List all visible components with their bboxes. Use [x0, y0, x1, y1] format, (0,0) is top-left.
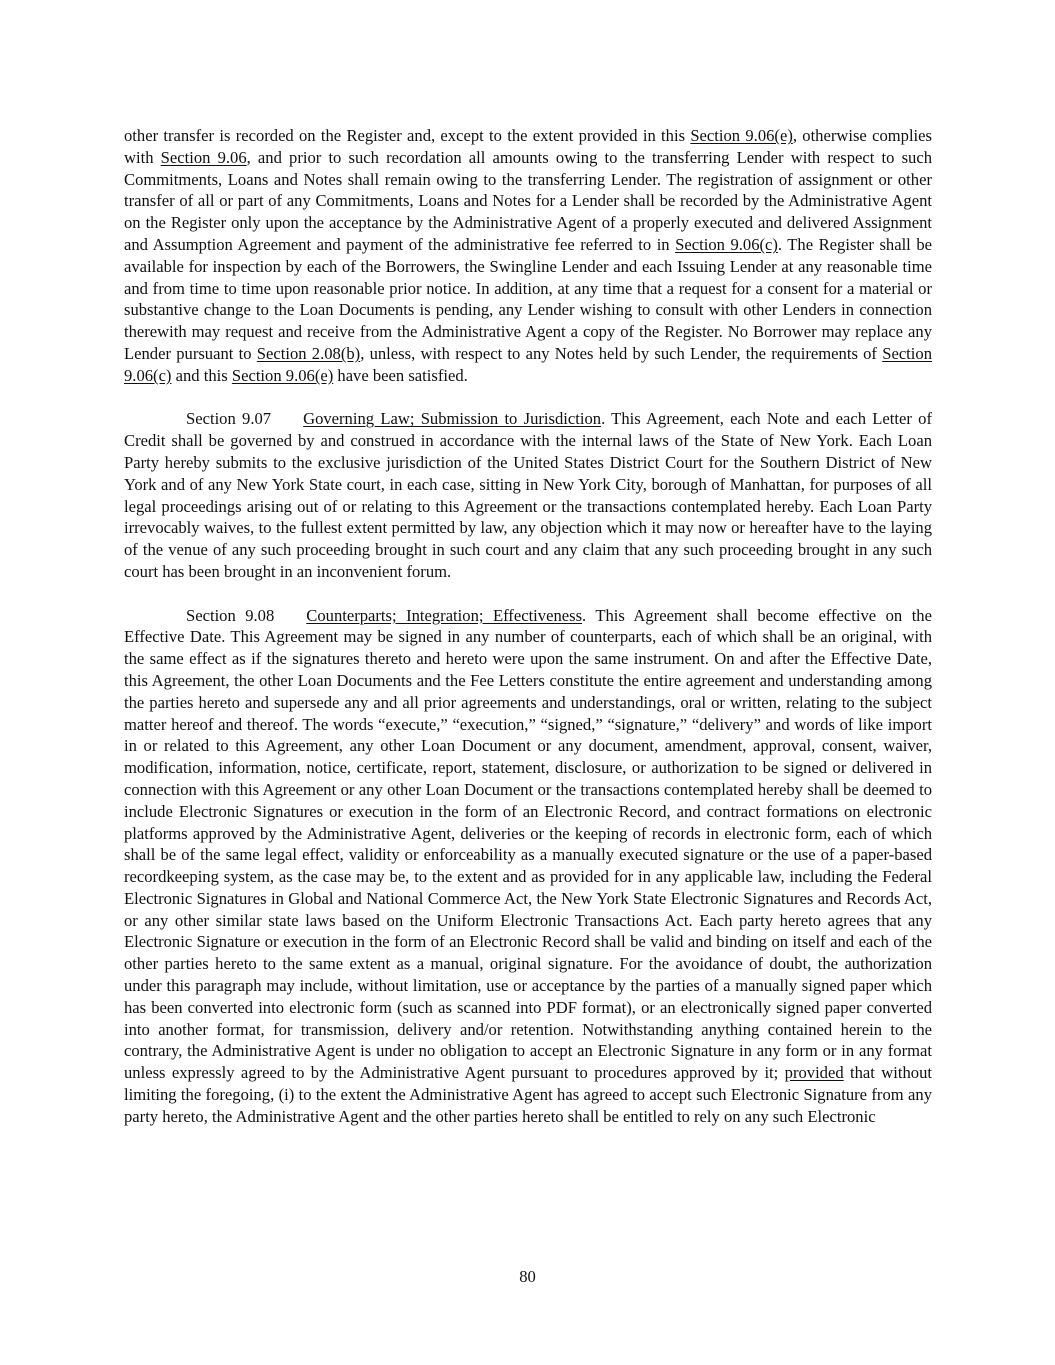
- section-9-07: [124, 408, 932, 582]
- text: , otherwise complies with: [124, 126, 932, 167]
- text: , unless, with respect to any Notes held by such Lender, the requirements of: [360, 343, 883, 363]
- text: . The Register shall be available for inspection by each of the Borrowers, the Swingline Lender and each Issuing Lender at any reasonable time and from time to time upon reasonable prior notice. In addition, at any time that a request for a consent for a material or substantive change to the Loan Documents is pending, any Lender wishing to consult with other Lenders in connection therewith may request and receive from the Administrative Agent a copy of the Register. No Borrower may replace any Lender pursuant to: [124, 234, 932, 363]
- cross-reference-link: Section 9.06(c): [124, 343, 932, 385]
- cross-reference-link: Section 9.06(e): [231, 365, 334, 385]
- section-9-08: [124, 605, 932, 1128]
- provided-term: provided: [784, 1063, 844, 1083]
- text: other transfer is recorded on the Register and, except to the extent provided in this: [124, 126, 691, 145]
- text: and this: [171, 365, 232, 385]
- page-number: 80: [519, 1267, 536, 1286]
- section-number: Section 9.07: [186, 409, 272, 429]
- section-body: . This Agreement shall become effective on the Effective Date. This Agreement may be signed in any number of counterparts, each of which shall be an original, with the same effect as if the signatures thereto and hereto were upon the same instrument. On and after the Effective Date, this Agreement, the other Loan Documents and the Fee Letters constitute the entire agreement and understanding among the parties hereto and supersede any and all prior agreements and understandings, oral or written, relating to the subject matter hereof and thereof. The words “execute,” “execution,” “signed,” “signature,” “delivery” and words of like import in or related to this Agreement, any other Loan Document or any document, amendment, approval, consent, waiver, modification, information, notice, certificate, report, statement, disclosure, or authorization to be signed or delivered in connection with this Agreement or any other Loan Document or the transactions contemplated hereby shall be deemed to include Electronic Signatures or execution in the form of an Electronic Record, and contract formations on electronic platforms approved by the Administrative Agent, deliveries or the keeping of records in electronic form, each of which shall be of the same legal effect, validity or enforceability as a manually executed signature or the use of a paper-based recordkeeping system, as the case may be, to the extent and as provided for in any applicable law, including the Federal Electronic Signatures in Global and National Commerce Act, the New York State Electronic Signatures and Records Act, or any other similar state laws based on the Uniform Electronic Transactions Act. Each party hereto agrees that any Electronic Signature or execution in the form of an Electronic Record shall be valid and binding on itself and each of the other parties hereto to the same extent as a manual, original signature. For the avoidance of doubt, the authorization under this paragraph may include, without limitation, use or acceptance by the parties of a manually signed paper which has been converted into electronic form (such as scanned into PDF format), or an electronically signed paper converted into another format, for transmission, delivery and/or retention. Notwithstanding anything contained herein to the contrary, the Administrative Agent is under no obligation to accept an Electronic Signature in any form or in any format unless expressly agreed to by the Administrative Agent pursuant to procedures approved by it;: [124, 605, 932, 1083]
- document-page: [124, 125, 932, 1149]
- paragraph-register: [124, 125, 932, 387]
- section-heading: Counterparts; Integration; Effectiveness: [306, 605, 583, 625]
- section-heading: Governing Law; Submission to Jurisdiction: [303, 409, 602, 429]
- section-body-continued: that without limiting the foregoing, (i) to the extent the Administrative Agent has agreed to accept such Electronic Signature from any party hereto, the Administrative Agent and the other parties hereto shall be entitled to rely on any such Electronic: [124, 1063, 932, 1126]
- section-number: Section 9.08: [186, 605, 275, 625]
- cross-reference-link: Section 9.06: [160, 147, 247, 167]
- text: have been satisfied.: [333, 365, 468, 385]
- section-body: . This Agreement, each Note and each Letter of Credit shall be governed by and construed in accordance with the internal laws of the State of New York. Each Loan Party hereby submits to the exclusive jurisdiction of the United States District Court for the Southern District of New York and of any New York State court, in each case, sitting in New York City, borough of Manhattan, for purposes of all legal proceedings arising out of or relating to this Agreement or the transactions contemplated hereby. Each Loan Party irrevocably waives, to the fullest extent permitted by law, any objection which it may now or hereafter have to the laying of the venue of any such proceeding brought in such court and any claim that any such proceeding brought in any such court has been brought in an inconvenient forum.: [124, 409, 932, 581]
- cross-reference-link: Section 9.06(e): [690, 126, 793, 145]
- cross-reference-link: Section 9.06(c): [675, 234, 778, 254]
- cross-reference-link: Section 2.08(b): [256, 343, 361, 363]
- text: , and prior to such recordation all amounts owing to the transferring Lender with respect to such Commitments, Loans and Notes shall remain owing to the transferring Lender. The registration of assignment or other transfer of all or part of any Commitments, Loans and Notes for a Lender shall be recorded by the Administrative Agent on the Register only upon the acceptance by the Administrative Agent of a properly executed and delivered Assignment and Assumption Agreement and payment of the administrative fee referred to in: [124, 147, 932, 254]
